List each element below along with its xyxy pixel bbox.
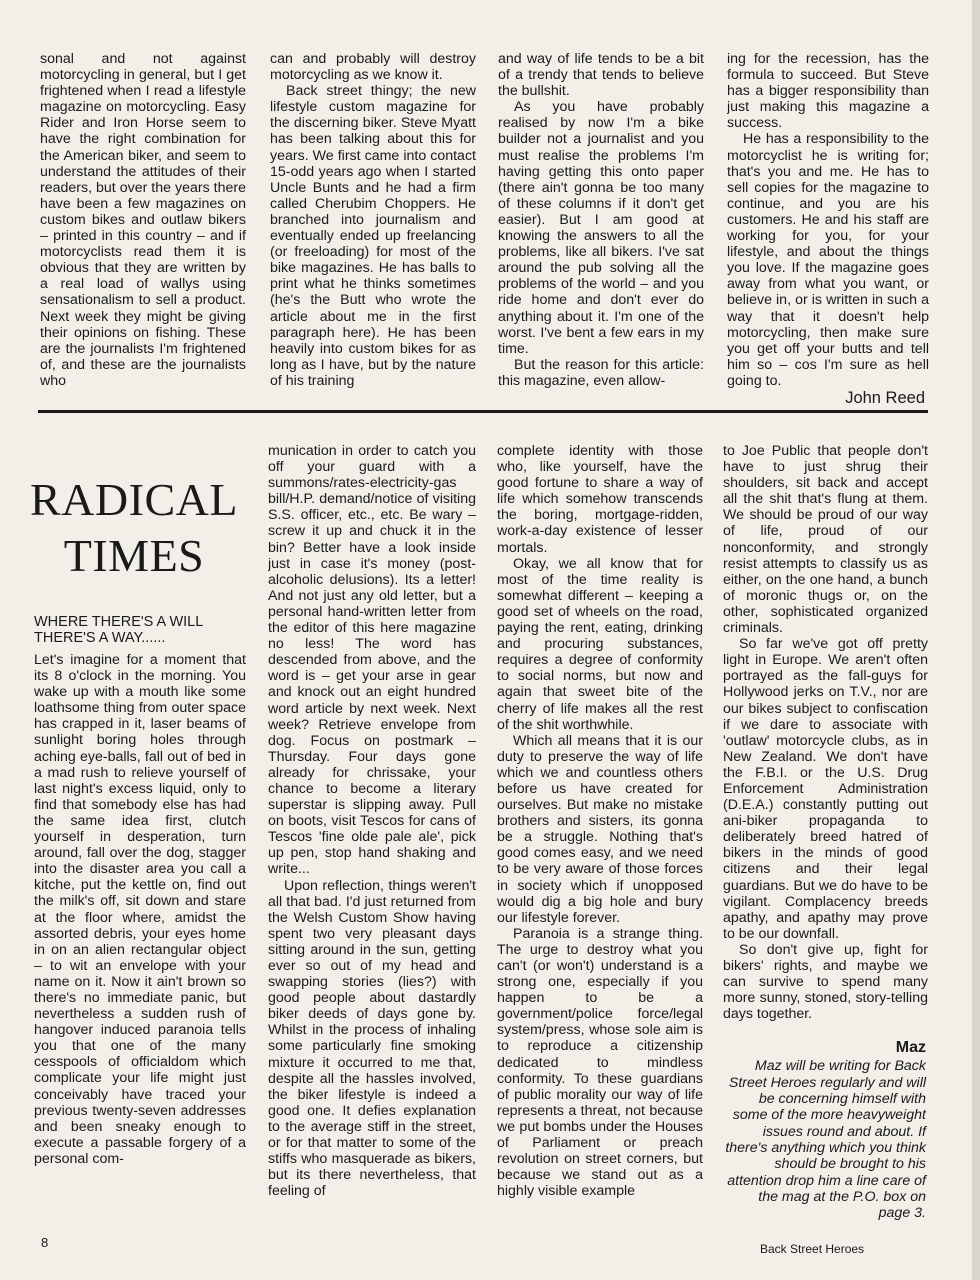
top-column-2 [270, 51, 476, 389]
article-kicker: WHERE THERE'S A WILL THERE'S A WAY...... [34, 614, 203, 646]
article-headline [20, 472, 248, 584]
magazine-footer: Back Street Heroes [760, 1242, 865, 1256]
paragraph: Back street thingy; the new lifestyle custom magazine for the discerning biker. Steve Myatt has been talking about this for years. We first came into contact 15-odd years ago when I started Uncle Bunts and he had a firm called Cherubim Choppers. He branched into journalism and eventually ended up freelancing (or freeloading) for most of the bike magazines. He has balls to print what he thinks sometimes (he's the Butt who wrote the article about me in the first paragraph here). He has been heavily into custom bikes for as long as I have, but by the nature of his training [270, 83, 476, 389]
top-column-3 [498, 51, 704, 389]
paragraph: Paranoia is a strange thing. The urge to destroy what you can't (or won't) understand is a strong one, especially if you happen to be a government/police force/legal system/press, whose sole aim is to reproduce a citizenship dedicated to mindless conformity. To these guardians of public morality our way of life represents a threat, not because we put bombs under the Houses of Parliament or preach revolution on street corners, but because we stand out as a highly visible example [497, 925, 703, 1200]
headline-line-2: TIMES [63, 530, 205, 581]
paragraph: He has a responsibility to the motorcyclist he is writing for; that's you and me. He has to sell copies for the magazine to continue, and you are his customers. He and his staff are working for you, for your lifestyle, and about the things you love. If the magazine goes away from what you want, or believe in, or is written in such a way that it doesn't help motorcycling, then make sure you get off your butts and tell him so – cos I'm sure as hell going to. [727, 131, 929, 389]
paragraph: Let's imagine for a moment that its 8 o'clock in the morning. You wake up with a mouth like some loathsome thing from outer space has crapped in it, laser beams of sunlight boring holes through aching eye-balls, fall out of bed in a mad rush to relieve yourself of last night's excess liquid, only to find that somebody else has had the same idea first, clutch yourself in desperation, turn around, fall over the dog, stagger into the disaster area you call a kitche, put the kettle on, find out the milk's off, sit down and stare at the floor where, amidst the assorted debris, your eyes home in on an alien rectangular object – to wit an envelope with your name on it. Now it ain't brown so there's no immediate panic, but nevertheless a sudden rush of hangover induced paranoia tells you that one of the many cesspools of officialdom which complicate your life might just conceivably have traced your previous twenty-seven addresses and been sneaky enough to execute a passable forgery of a personal com- [34, 652, 246, 1167]
paragraph: munication in order to catch you off your guard with a summons/rates-electricity-gas bill/H.P. demand/notice of visiting S.S. officer, etc., etc. Be wary – screw it up and chuck it in the bin? Better have a look inside just in case it's money (post-alcoholic delusions). Its a letter! And not just any old letter, but a personal hand-written letter from the editor of this here magazine no less! The word has descended from above, and the word is – get your arse in gear and knock out an eight hundred word article by next week. Next week? Retrieve envelope from dog. Focus on postmark – Thursday. Four days gone already for chrissake, your chance to become a literary superstar is slipping away. Pull on boots, visit Tescos for cans of Tescos 'fine olde pale ale', pick up pen, stop hand shaking and write... [268, 443, 476, 878]
bottom-column-2 [268, 443, 476, 1199]
top-column-4 [727, 51, 929, 406]
paragraph: Upon reflection, things weren't all that bad. I'd just returned from the Welsh Custom Show having spent two very pleasant days sitting around in the sun, getting ever so out of my head and swapping stories (lies?) with good people about dastardly biker deeds of days gone by. Whilst in the process of inhaling some particularly fine smoking mixture it occurred to me that, despite all the hassles involved, the biker lifestyle is indeed a good one. It defies explanation to the average stiff in the street, or for that matter to some of the stiffs who masquerade as bikers, but its there nevertheless, that feeling of [268, 877, 476, 1200]
page-edge [972, 0, 980, 1280]
author-signoff: John Reed [845, 388, 925, 407]
paragraph: and way of life tends to be a bit of a trendy that tends to believe the bullshit. [498, 51, 704, 100]
section-divider [38, 410, 928, 413]
paragraph: Okay, we all know that for most of the time reality is somewhat different – keeping a good set of wheels on the road, paying the rent, eating, drinking and procuring substances, requires a degree of conformity to social norms, but now and again that sweet bite of the cherry of life makes all the rest of the shit worthwhile. [497, 555, 703, 733]
bottom-column-1 [34, 652, 246, 1167]
bottom-column-4 [723, 443, 928, 1221]
headline-line-1: RADICAL [30, 474, 238, 525]
bottom-column-3 [497, 443, 703, 1199]
author-note: Maz will be writing for Back Street Heroes regularly and will be concerning himself with some of the more heavyweight issues round and about. If there's anything which you think should be brought to his attention drop him a line care of the mag at the P.O. box on page 3. [725, 1058, 926, 1222]
top-column-1 [40, 51, 246, 389]
paragraph: to Joe Public that people don't have to just shrug their shoulders, sit back and accept all the shit that's flung at them. We should be proud of our way of life, proud of our nonconformity, and strongly resist attempts to classify us as either, on the one hand, a bunch of moronic thugs or, on the other, sophisticated organized criminals. [723, 443, 928, 637]
paragraph: So don't give up, fight for bikers' rights, and maybe we can survive to spend many more sunny, stoned, story-telling days together. [723, 941, 928, 1023]
paragraph: can and probably will destroy motorcycling as we know it. [270, 51, 476, 84]
paragraph: ing for the recession, has the formula to succeed. But Steve has a bigger responsibility than just making this magazine a success. [727, 51, 929, 132]
author-signoff: Maz [895, 1039, 926, 1057]
paragraph: But the reason for this article: this magazine, even allow- [498, 356, 704, 389]
paragraph: complete identity with those who, like yourself, have the good fortune to share a way of life which somehow transcends the boring, mortgage-ridden, work-a-day existence of lesser mortals. [497, 443, 703, 556]
paragraph: sonal and not against motorcycling in general, but I get frightened when I read a lifestyle magazine on motorcycling. Easy Rider and Iron Horse seem to have the right combination for the American biker, and seem to understand the attitudes of their readers, but over the years there have been a few magazines on custom bikes and outlaw bikers – printed in this country – and if motorcyclists read them it is obvious that they are written by a real load of wallys using sensationalism to sell a product. Next week they might be giving their opinions on fishing. These are the journalists I'm frightened of, and these are the journalists who [40, 51, 246, 389]
page-number: 8 [41, 1235, 49, 1250]
paragraph: So far we've got off pretty light in Europe. We aren't often portrayed as the fall-guys for Hollywood jerks on T.V., nor are our bikes subject to confiscation if we dare to associate with 'outlaw' motorcycle clubs, as in New Zealand. We don't have the F.B.I. or the U.S. Drug Enforcement Administration (D.E.A.) constantly putting out ani-biker propaganda to deliberately breed hatred of bikers in the minds of good citizens and their legal guardians. But we do have to be vigilant. Complacency breeds apathy, and apathy may prove to be our downfall. [723, 636, 928, 942]
paragraph: As you have probably realised by now I'm a bike builder not a journalist and you must realise the problems I'm having getting this onto paper (there ain't gonna be too many of these columns if it don't get easier). But I am good at knowing the answers to all the problems, like all bikers. I've sat around the pub solving all the problems of the world – and you ride home and don't ever do anything about it. I'm one of the worst. I've bent a few ears in my time. [498, 99, 704, 357]
paragraph: Which all means that it is our duty to preserve the way of life which we and countless others before us have created for ourselves. But make no mistake brothers and sisters, its gonna be a struggle. Nothing that's good comes easy, and we need to be very aware of those forces in society which if unopposed would dig a big hole and bury our lifestyle forever. [497, 732, 703, 926]
